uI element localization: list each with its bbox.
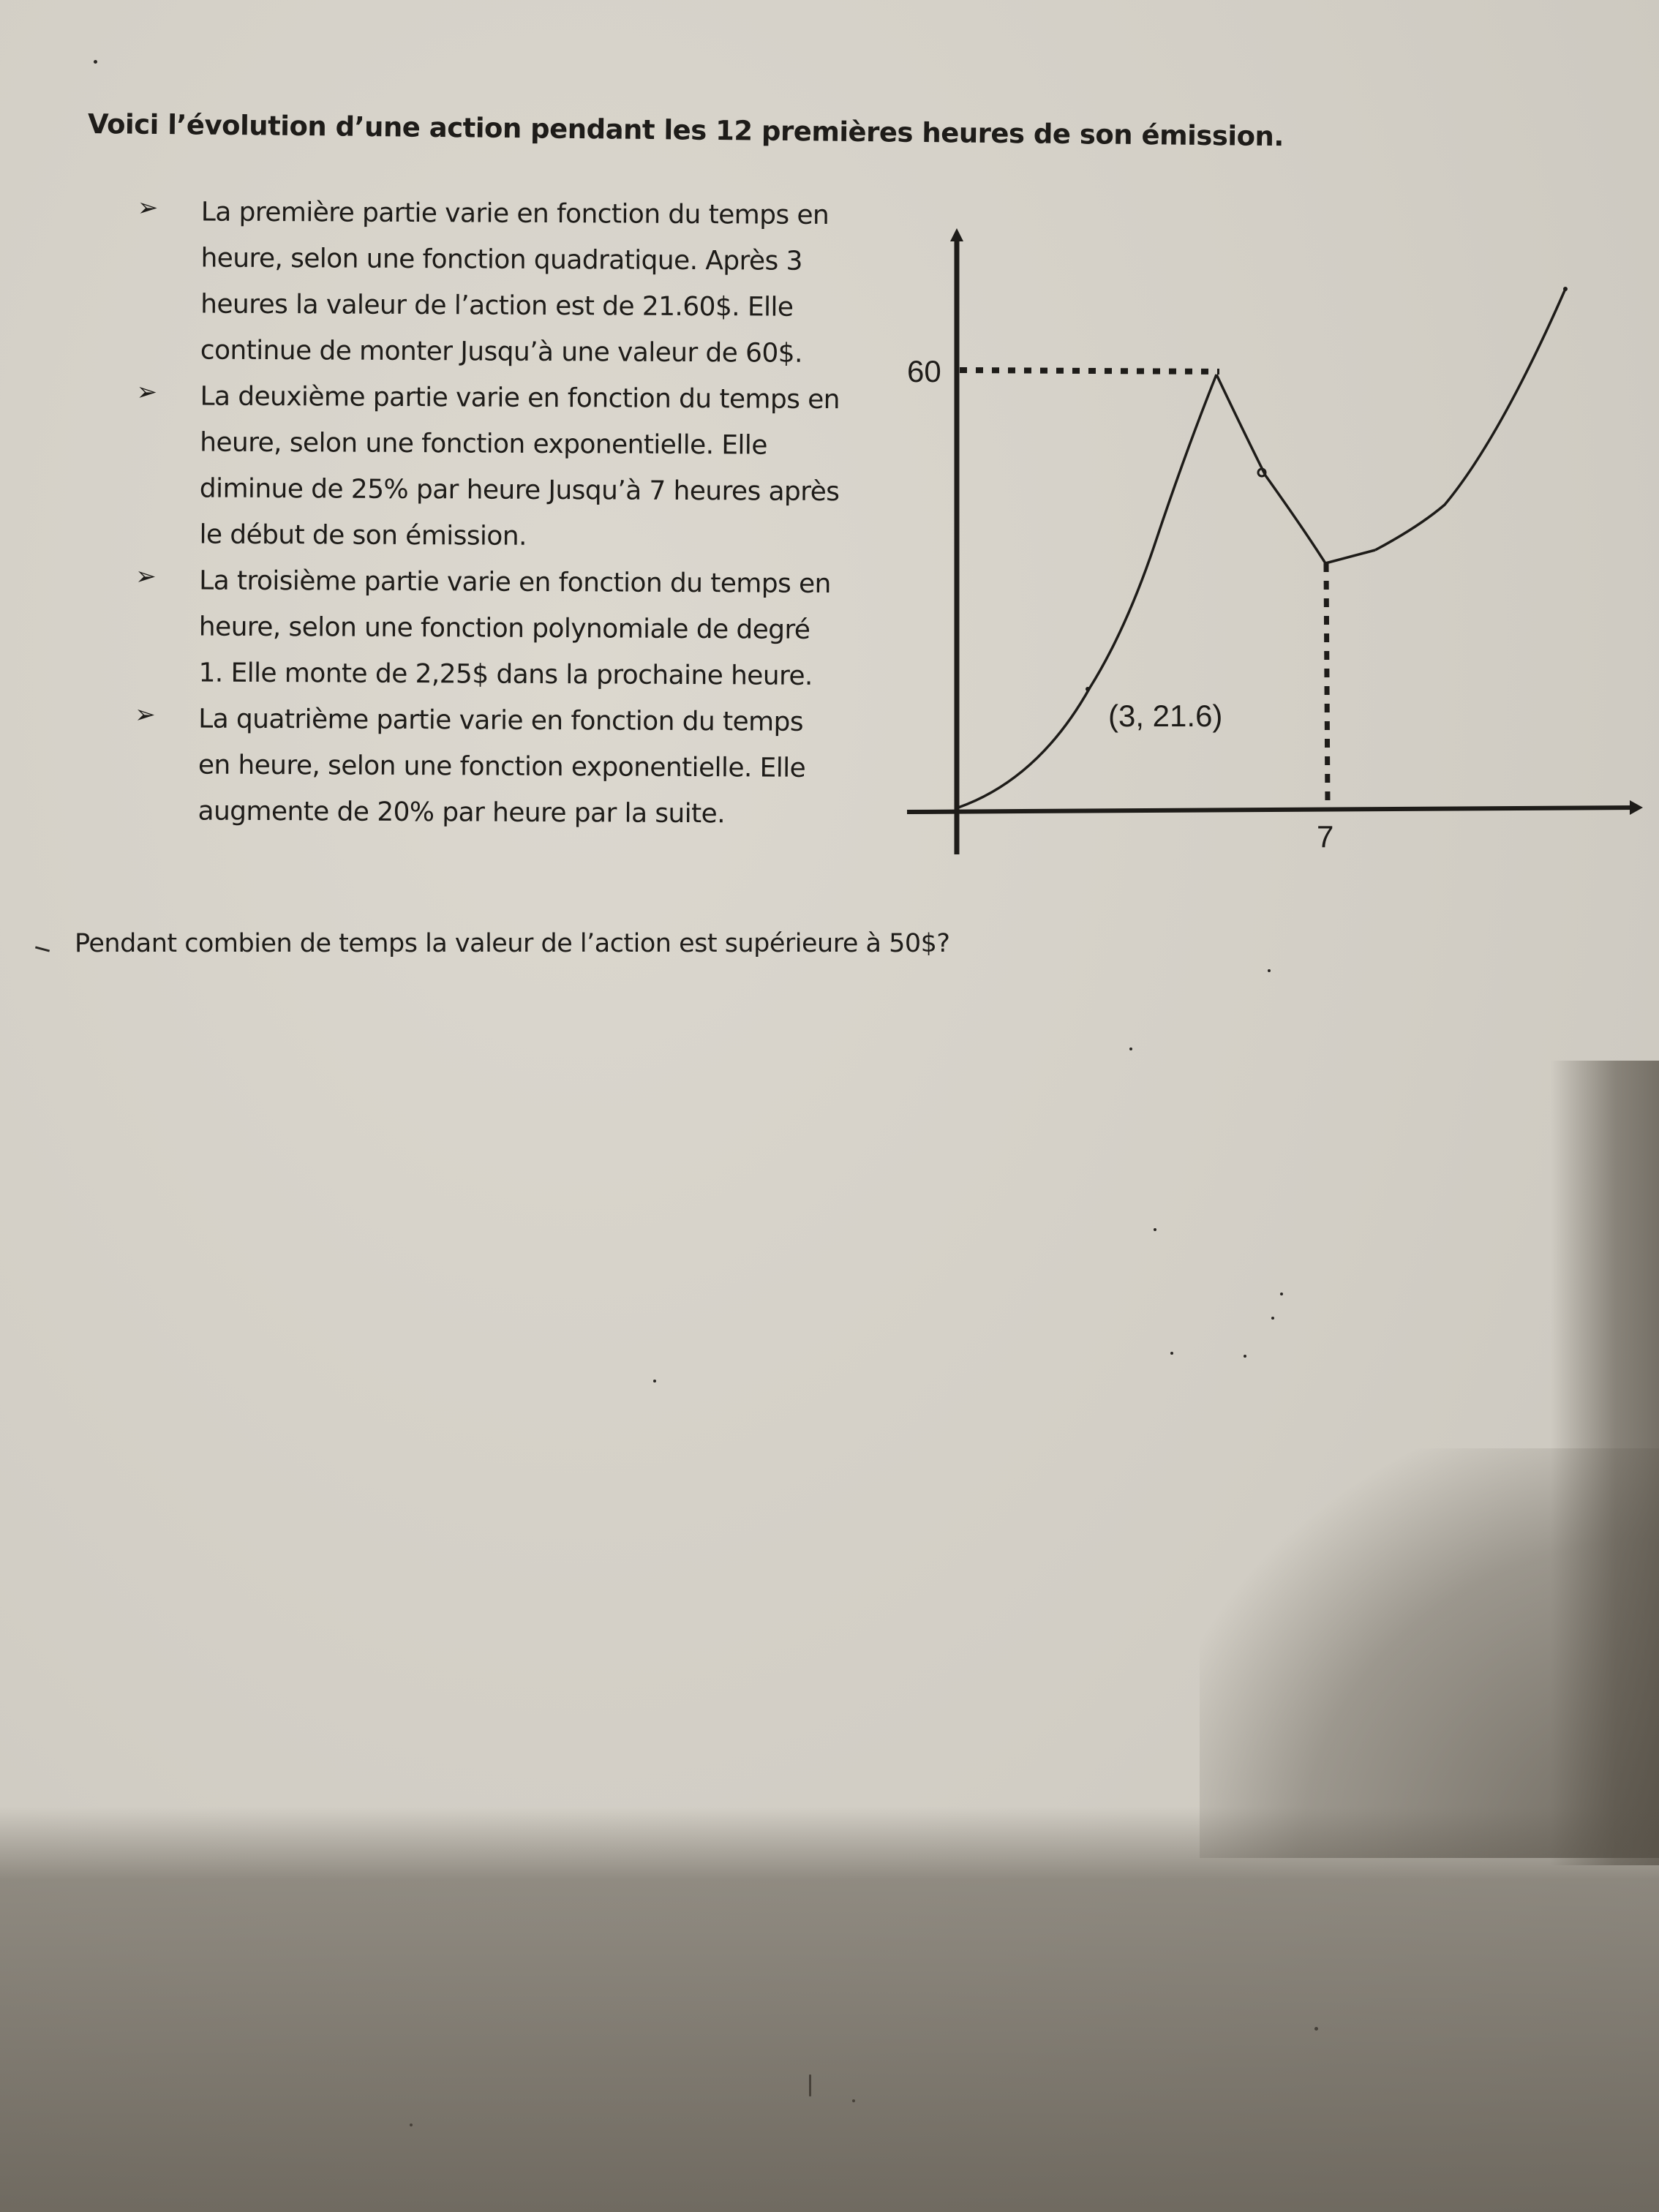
bullet-line: augmente de 20% par heure par la suite. bbox=[198, 796, 726, 830]
paper-speck bbox=[653, 1380, 656, 1382]
problem-title: Voici l’évolution d’une action pendant les 12 premières heures de son émission. bbox=[87, 108, 1284, 153]
photo-shadow bbox=[0, 1807, 1659, 2212]
paper-speck bbox=[1170, 1352, 1173, 1355]
photo-shadow bbox=[1200, 1448, 1659, 1858]
point-marker bbox=[1258, 469, 1265, 476]
paper-speck bbox=[94, 60, 97, 64]
question-text: Pendant combien de temps la valeur de l’action est supérieure à 50$? bbox=[75, 929, 950, 958]
bullet-line: La troisième partie varie en fonction du temps en bbox=[199, 565, 831, 600]
x-tick-label-7: 7 bbox=[1317, 819, 1334, 854]
arrow-bullet-icon: ➢ bbox=[135, 562, 157, 592]
bullet-line: diminue de 25% par heure Jusqu’à 7 heures après bbox=[199, 473, 840, 508]
graph-axes bbox=[907, 238, 1639, 854]
bullet-line: heure, selon une fonction polynomiale de degré bbox=[198, 612, 810, 645]
arrow-right-icon bbox=[1630, 800, 1643, 815]
curve-part-1-quadratic bbox=[958, 375, 1216, 808]
paper-speck bbox=[1129, 1047, 1132, 1050]
bullet-line: La quatrième partie varie en fonction du temps bbox=[198, 704, 804, 737]
point-marker bbox=[1563, 287, 1568, 291]
point-label-3-21-6: (3, 21.6) bbox=[1108, 699, 1223, 733]
bullet-line: en heure, selon une fonction exponentielle. Elle bbox=[198, 750, 806, 783]
curve-part-3-linear bbox=[1325, 550, 1375, 563]
curve-part-2-exponential bbox=[1216, 375, 1325, 563]
x-axis bbox=[907, 808, 1639, 812]
bullet-line: le début de son émission. bbox=[199, 519, 527, 552]
bullet-line: heure, selon une fonction quadratique. Après 3 bbox=[200, 243, 802, 276]
paper-speck bbox=[1271, 1317, 1274, 1320]
paper-speck bbox=[1244, 1355, 1246, 1358]
dashed-line-t7 bbox=[1326, 563, 1328, 803]
dashed-line-60 bbox=[960, 370, 1219, 372]
arrow-bullet-icon: ➢ bbox=[137, 193, 159, 223]
paper-speck bbox=[1280, 1293, 1283, 1295]
curve-part-4-exponential bbox=[1375, 289, 1565, 550]
arrow-up-icon bbox=[950, 228, 963, 241]
paper-speck bbox=[1268, 969, 1271, 972]
arrow-bullet-icon: ➢ bbox=[135, 700, 156, 730]
y-tick-label-60: 60 bbox=[907, 354, 941, 388]
bullet-line: 1. Elle monte de 2,25$ dans la prochaine heure. bbox=[198, 658, 813, 691]
arrow-bullet-icon: ➢ bbox=[136, 377, 158, 407]
bullet-line: La première partie varie en fonction du temps en bbox=[200, 197, 830, 230]
point-marker bbox=[1086, 687, 1090, 691]
bullet-line: heure, selon une fonction exponentielle. Elle bbox=[200, 427, 767, 461]
paper-speck bbox=[1154, 1228, 1156, 1231]
bullet-line: heures la valeur de l’action est de 21.60$. Elle bbox=[200, 289, 794, 323]
bullet-line: continue de monter Jusqu’à une valeur de 60$. bbox=[200, 335, 802, 369]
bullet-line: La deuxième partie varie en fonction du temps en bbox=[200, 381, 840, 415]
